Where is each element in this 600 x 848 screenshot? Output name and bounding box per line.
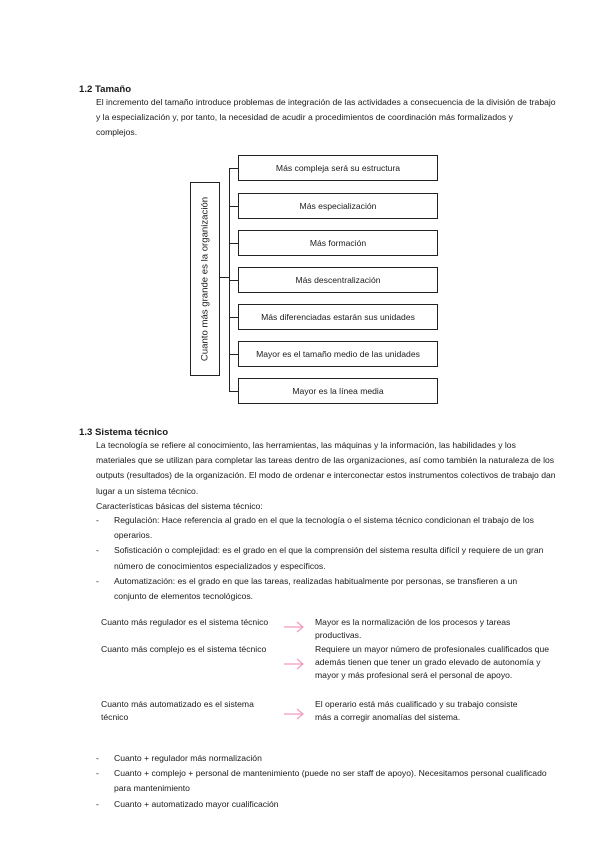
comparison-left-3: Cuanto más automatizado es el sistema técnico [101,699,254,722]
section-heading-tamano: 1.2 Tamaño [79,84,132,95]
organization-size-box [190,182,220,376]
summary-list [96,751,551,812]
diagram-item-2: Más especialización [238,193,438,219]
branch-line [229,280,238,281]
branch-line [229,168,238,169]
diagram-item-6: Mayor es el tamaño medio de las unidades [238,341,438,367]
sistema-tecnico-body [96,438,556,514]
branch-line [229,354,238,355]
list-item: - Cuanto + complejo + personal de mantenimiento (puede no ser staff de apoyo). Necesitamos personal cualificado para mantenimiento [96,766,551,796]
list-item: - Automatización: es el grado en que las tareas, realizadas habitualmente por personas, se transfieren a un conjunto de elementos tecnológicos. [96,574,551,604]
characteristics-list-wrap [96,513,551,604]
branch-line [229,317,238,318]
arrow-right-icon [283,620,305,634]
diagram-item-7: Mayor es la línea media [238,378,438,404]
list-item: - Sofisticación o complejidad: es el grado en el que la comprensión del sistema resulta difícil y requiere de un gran número de conocimientos especializados y específicos. [96,543,551,573]
comparison-left-2: Cuanto más complejo es el sistema técnico [101,644,267,654]
tamano-text: El incremento del tamaño introduce problemas de integración de las actividades a consecuencia de la división de trabajo y la especialización y, por tanto, la necesidad de acudir a procedimientos de coordinación más formalizados y complejos. [96,97,556,138]
list-item: - Cuanto + regulador más normalización [96,751,551,766]
branch-line [229,206,238,207]
characteristics-intro: Características básicas del sistema técnico: [96,500,263,511]
diagram-item-1: Más compleja será su estructura [238,155,438,181]
tamano-paragraph [96,95,556,141]
sistema-tecnico-text: La tecnología se refiere al conocimiento, las herramientas, las máquinas y la información, las habilidades y los materiales que se utilizan para completar las tareas dentro de las organizaciones, así como también la naturaleza de los outputs (resultados) de la organización. El modo de ordenar e interconectar estos instrumentos colectivos de trabajo dan lugar a un sistema técnico. [96,440,556,496]
list-item: - Regulación: Hace referencia al grado en el que la tecnología o el sistema técnico condicionan el trabajo de los operarios. [96,513,551,543]
comparison-right-1: Mayor es la normalización de los procesos y tareas productivas. [315,617,511,640]
branch-line [229,391,238,392]
arrow-right-icon [283,657,305,671]
comparison-left-1: Cuanto más regulador es el sistema técnico [101,617,269,627]
branch-line [229,243,238,244]
vertical-label: Cuanto más grande es la organización [199,196,211,362]
comparison-right-2: Requiere un mayor número de profesionales cualificados que además tienen que tener un grado elevado de autonomía y mayor y más profesional será el personal de apoyo. [315,644,550,680]
connector-line [220,277,229,278]
comparison-right-3: El operario está más cualificado y su trabajo consiste más a corregir anomalías del sistema. [315,699,518,722]
characteristics-list [96,513,551,604]
list-item: - Cuanto + automatizado mayor cualificación [96,797,551,812]
diagram-item-3: Más formación [238,230,438,256]
section-heading-sistema-tecnico: 1.3 Sistema técnico [79,427,169,438]
summary-list-wrap [96,751,551,812]
diagram-item-4: Más descentralización [238,267,438,293]
diagram-item-5: Más diferenciadas estarán sus unidades [238,304,438,330]
arrow-right-icon [283,707,305,721]
